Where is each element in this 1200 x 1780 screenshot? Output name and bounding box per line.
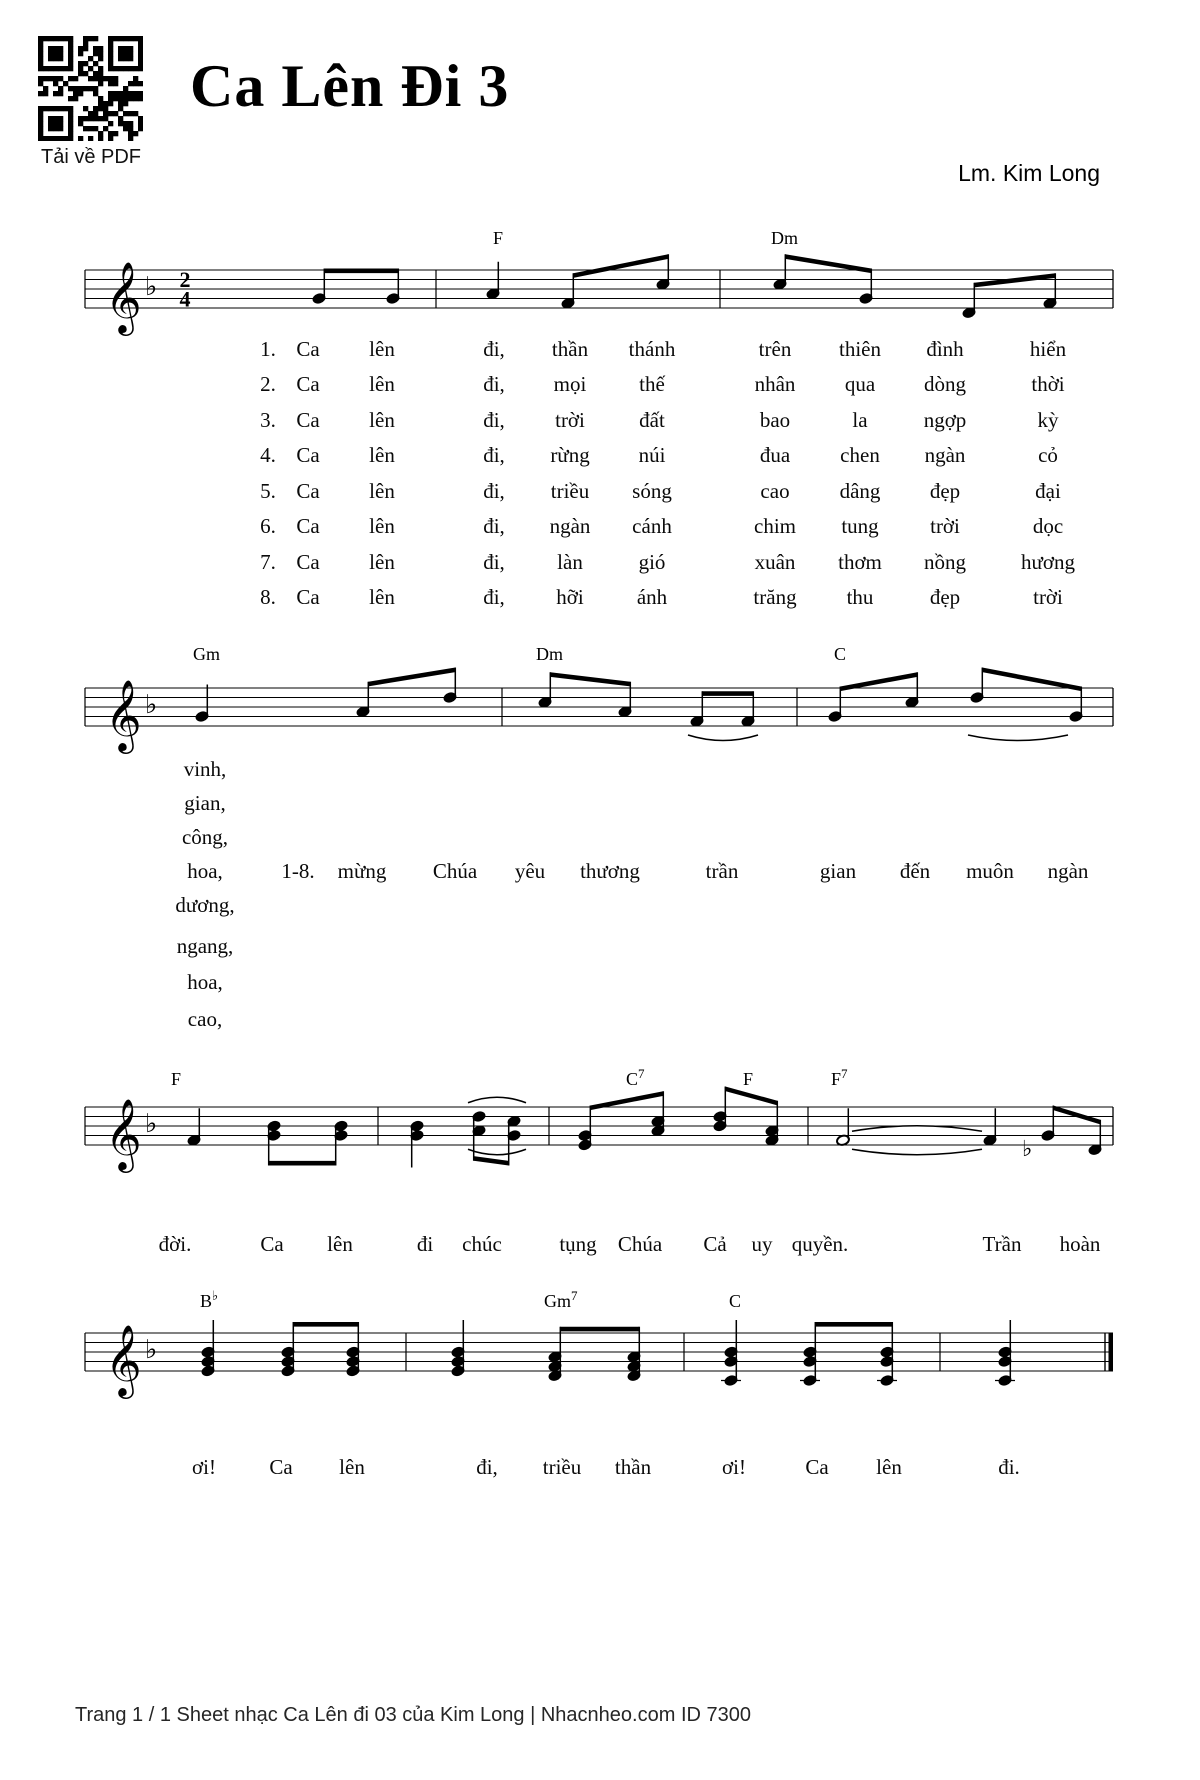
beam — [725, 1087, 777, 1106]
lyric-word: đất — [639, 408, 665, 432]
final-barline — [1109, 1333, 1114, 1371]
treble-clef-icon: 𝄞 — [105, 260, 142, 333]
lyric-word: đẹp — [929, 585, 961, 609]
verse-number: 5. — [260, 479, 276, 503]
page-title: Ca Lên Đi 3 — [190, 53, 510, 119]
lyric-word: ánh — [636, 585, 668, 609]
lyric-word: núi — [638, 443, 666, 467]
lyric-word: Ca — [296, 550, 320, 574]
lyric-word: thời — [1031, 372, 1065, 396]
lyric-word: thiên — [839, 337, 881, 361]
lyric-word: Trần — [982, 1232, 1022, 1256]
lyric-word: rừng — [550, 443, 590, 467]
time-signature-denominator: 4 — [179, 286, 191, 312]
beam — [702, 691, 753, 696]
lyric-word: lên — [369, 408, 395, 432]
lyric-word: cánh — [632, 514, 672, 538]
lyric-word: Cả — [703, 1232, 727, 1256]
lyric-word: đi, — [483, 408, 505, 432]
chord-label: B♭ — [200, 1288, 219, 1311]
verse-number: 7. — [260, 550, 276, 574]
lyric-word: đi, — [483, 585, 505, 609]
lyric-word: lên — [369, 479, 395, 503]
key-flat-icon: ♭ — [145, 690, 158, 720]
lyric-word: Ca — [296, 337, 320, 361]
lyric-word: Chúa — [432, 859, 478, 883]
lyric-word: ơi! — [192, 1455, 216, 1479]
verse-number: 3. — [260, 408, 276, 432]
lyric-word: la — [852, 408, 868, 432]
lyric-word: ngàn — [549, 514, 591, 538]
lyric-word: đi, — [476, 1455, 498, 1479]
lyric-word: cỏ — [1038, 443, 1058, 467]
chord-label: F — [743, 1069, 754, 1089]
beam — [573, 254, 668, 278]
lyric-word: lên — [876, 1455, 902, 1479]
lyric-word: ngang, — [176, 934, 234, 958]
lyric-word: trăng — [753, 585, 797, 609]
lyric-word: dâng — [839, 479, 881, 503]
lyric-word: nồng — [924, 550, 966, 574]
tie — [852, 1126, 982, 1132]
lyric-word: trên — [758, 337, 792, 361]
lyric-word: đẹp — [929, 479, 961, 503]
lyric-word: đời. — [158, 1232, 192, 1256]
treble-clef-icon: 𝄞 — [105, 1323, 142, 1396]
lyric-word: đi — [416, 1232, 434, 1256]
lyric-word: chen — [840, 443, 880, 467]
lyric-word: Ca — [296, 514, 320, 538]
verse-number: 1. — [260, 337, 276, 361]
download-pdf-link[interactable]: Tải về PDF — [40, 146, 142, 168]
tie — [968, 735, 1068, 741]
tie — [468, 1149, 526, 1155]
composer-credit: Lm. Kim Long — [958, 160, 1100, 186]
key-flat-icon: ♭ — [145, 272, 158, 302]
lyric-word: 1-8. — [281, 859, 315, 883]
lyric-word: thương — [580, 859, 640, 883]
beam — [269, 1161, 336, 1166]
lyric-word: thần — [614, 1455, 652, 1479]
tie — [468, 1097, 526, 1103]
lyric-word: trời — [1033, 585, 1063, 609]
lyric-word: hoàn — [1059, 1232, 1101, 1256]
beam — [560, 1327, 639, 1332]
lyric-word: gian — [819, 859, 857, 883]
lyric-word: lên — [369, 585, 395, 609]
lyric-word: lên — [369, 443, 395, 467]
chord-label: Gm — [193, 644, 220, 664]
lyric-word: triều — [550, 479, 590, 503]
lyric-word: xuân — [754, 550, 796, 574]
chord-label: C — [729, 1291, 742, 1311]
beam — [1053, 1106, 1100, 1125]
verse-number: 6. — [260, 514, 276, 538]
lyric-word: đi, — [483, 372, 505, 396]
lyric-word: công, — [181, 825, 229, 849]
beam — [550, 672, 630, 686]
lyric-word: ngàn — [1047, 859, 1089, 883]
lyric-word: uy — [751, 1232, 773, 1256]
chord-label: $C^7$ — [626, 1066, 645, 1089]
lyric-word: Ca — [296, 372, 320, 396]
lyric-word: cao — [760, 479, 790, 503]
lyric-word: chúc — [462, 1232, 502, 1256]
lyric-word: Ca — [296, 585, 320, 609]
lyric-word: mừng — [337, 859, 387, 883]
lyric-word: hoa, — [187, 970, 223, 994]
lyric-word: vinh, — [183, 757, 227, 781]
lyric-word: lên — [369, 372, 395, 396]
lyric-word: đại — [1035, 479, 1061, 503]
treble-clef-icon: 𝄞 — [105, 1097, 142, 1170]
lyric-word: thế — [639, 372, 665, 396]
beam — [815, 1322, 892, 1327]
lyric-word: dương, — [175, 893, 235, 917]
lyric-word: đi. — [998, 1455, 1020, 1479]
lyric-word: muôn — [966, 859, 1014, 883]
lyric-word: trần — [705, 859, 739, 883]
lyric-word: nhân — [754, 372, 796, 396]
lyric-word: gió — [638, 550, 666, 574]
lyric-word: lên — [369, 337, 395, 361]
lyric-word: đi, — [483, 479, 505, 503]
lyric-word: thu — [846, 585, 874, 609]
lyric-word: cao, — [187, 1007, 223, 1031]
lyric-word: bao — [759, 408, 791, 432]
verse-number: 2. — [260, 372, 276, 396]
beam — [293, 1322, 358, 1327]
verse-number: 8. — [260, 585, 276, 609]
beam — [474, 1156, 509, 1165]
lyric-word: Ca — [260, 1232, 284, 1256]
tie — [852, 1149, 982, 1155]
lyric-word: quyền. — [791, 1232, 849, 1256]
chord-label: F — [493, 228, 504, 248]
lyric-word: đến — [899, 859, 931, 883]
chord-label: C — [834, 644, 847, 664]
time-signature-numerator: 2 — [179, 267, 191, 292]
footer-text: Trang 1 / 1 Sheet nhạc Ca Lên đi 03 của Kim Long | Nhacnheo.com ID 7300 — [75, 1704, 751, 1726]
lyric-word: thánh — [628, 337, 676, 361]
lyric-word: ngàn — [924, 443, 966, 467]
lyric-word: dọc — [1032, 514, 1064, 538]
lyric-word: trời — [555, 408, 585, 432]
lyric-word: qua — [844, 372, 876, 396]
lyric-word: Ca — [805, 1455, 829, 1479]
lyric-word: đi, — [483, 514, 505, 538]
lyric-word: làn — [557, 550, 583, 574]
lyric-word: trời — [930, 514, 960, 538]
lyric-word: đua — [759, 443, 791, 467]
lyric-word: hiển — [1029, 337, 1067, 361]
lyric-word: Ca — [269, 1455, 293, 1479]
chord-label: Dm — [536, 644, 563, 664]
lyric-word: tung — [841, 514, 879, 538]
lyric-word: triều — [542, 1455, 582, 1479]
lyric-word: yêu — [514, 859, 546, 883]
lyric-word: ngợp — [923, 408, 967, 432]
chord-label: Gm$^7$ — [544, 1288, 578, 1311]
lyric-word: hương — [1021, 550, 1075, 574]
accidental-flat-icon: ♭ — [1022, 1136, 1033, 1162]
tie — [688, 735, 758, 741]
lyric-word: sóng — [632, 479, 672, 503]
lyric-word: đình — [926, 337, 964, 361]
lyric-word: hỡi — [556, 585, 584, 609]
lyric-word: tụng — [559, 1232, 597, 1256]
lyric-word: Ca — [296, 408, 320, 432]
lyric-word: đi, — [483, 550, 505, 574]
treble-clef-icon: 𝄞 — [105, 678, 142, 751]
beam — [368, 668, 455, 687]
lyric-word: lên — [327, 1232, 353, 1256]
chord-label: F — [171, 1069, 182, 1089]
lyric-word: ơi! — [722, 1455, 746, 1479]
lyric-word: chim — [754, 514, 796, 538]
chord-label: Dm — [771, 228, 798, 248]
key-flat-icon: ♭ — [145, 1335, 158, 1365]
lyric-word: Ca — [296, 479, 320, 503]
lyric-word: lên — [369, 550, 395, 574]
lyric-word: thần — [551, 337, 589, 361]
chord-label: $F^7$ — [831, 1066, 848, 1089]
lyric-word: đi, — [483, 443, 505, 467]
verse-number: 4. — [260, 443, 276, 467]
lyric-word: lên — [369, 514, 395, 538]
lyric-word: mọi — [553, 372, 587, 396]
lyric-word: dòng — [924, 372, 966, 396]
lyric-word: hoa, — [187, 859, 223, 883]
lyric-word: đi, — [483, 337, 505, 361]
lyric-word: thơm — [838, 550, 882, 574]
lyric-word: Ca — [296, 443, 320, 467]
lyric-word: kỳ — [1037, 408, 1059, 432]
key-flat-icon: ♭ — [145, 1109, 158, 1139]
lyric-word: Chúa — [617, 1232, 663, 1256]
beam — [324, 269, 398, 274]
beam — [974, 273, 1055, 287]
lyric-word: gian, — [184, 791, 226, 815]
lyric-word: lên — [339, 1455, 365, 1479]
